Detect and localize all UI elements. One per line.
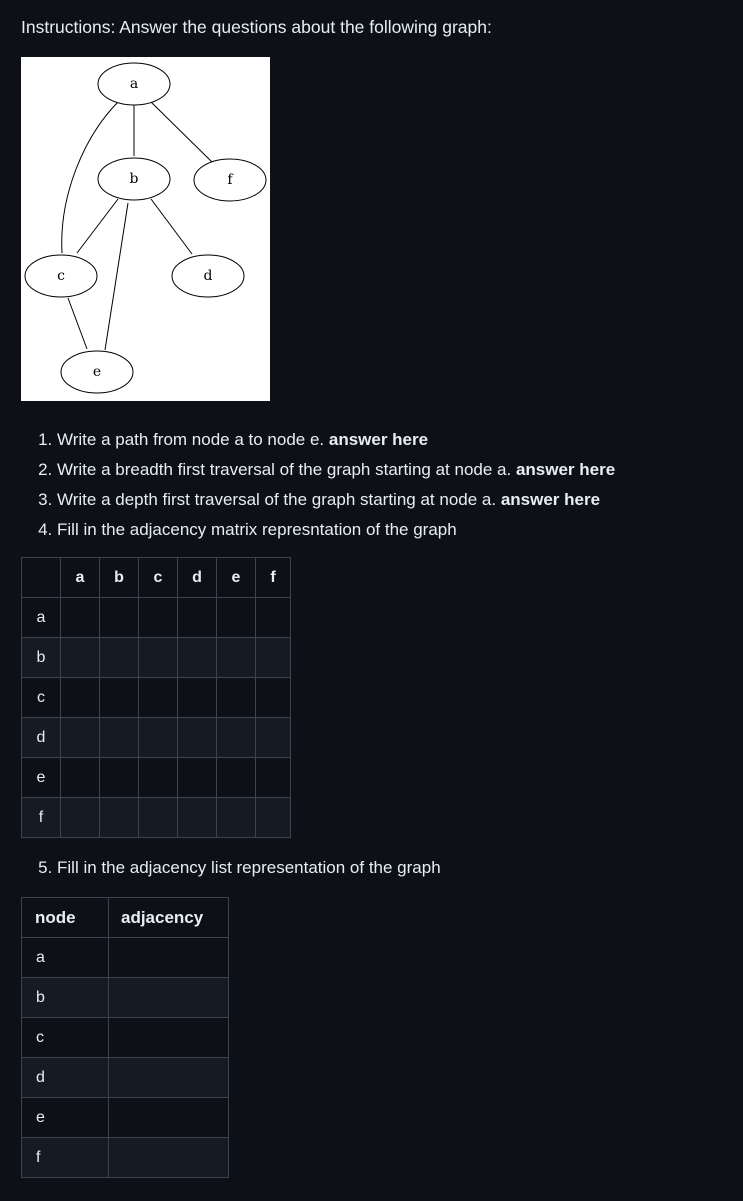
node-label-c: c: [57, 268, 65, 284]
matrix-cell[interactable]: [139, 718, 178, 758]
question-3: 3. Write a depth first traversal of the graph starting at node a. answer here: [57, 485, 743, 515]
answer-placeholder-3[interactable]: answer here: [500, 490, 601, 509]
question-5-list: [0, 853, 441, 883]
matrix-cell[interactable]: [100, 678, 139, 718]
node-label-b: b: [129, 171, 139, 187]
adjlist-node-cell: d: [22, 1058, 109, 1098]
matrix-cell[interactable]: [178, 638, 217, 678]
adjlist-adjacency-cell[interactable]: [109, 1138, 229, 1178]
matrix-cell[interactable]: [178, 758, 217, 798]
matrix-cell[interactable]: [61, 598, 100, 638]
matrix-row: [22, 638, 291, 678]
matrix-cell[interactable]: [256, 718, 291, 758]
node-label-d: d: [203, 268, 213, 284]
matrix-cell[interactable]: [139, 758, 178, 798]
matrix-cell[interactable]: [139, 678, 178, 718]
matrix-cell[interactable]: [139, 598, 178, 638]
adjlist-row: [22, 978, 229, 1018]
matrix-cell[interactable]: [61, 678, 100, 718]
adjlist-node-header: node: [22, 898, 109, 938]
matrix-row-header: a: [22, 598, 61, 638]
matrix-corner-cell: [22, 558, 61, 598]
answer-placeholder-2[interactable]: answer here: [515, 460, 616, 479]
questions-list: [0, 425, 743, 545]
matrix-cell[interactable]: [256, 638, 291, 678]
node-label-e: e: [92, 364, 102, 380]
instructions-text: Instructions: Answer the questions about the following graph:: [21, 17, 492, 37]
matrix-row: [22, 718, 291, 758]
matrix-cell[interactable]: [100, 718, 139, 758]
matrix-cell[interactable]: [256, 678, 291, 718]
adjlist-adjacency-cell[interactable]: [109, 1098, 229, 1138]
matrix-row-header: d: [22, 718, 61, 758]
adjlist-adjacency-header: adjacency: [109, 898, 229, 938]
matrix-col-header: a: [61, 558, 100, 598]
matrix-row: [22, 678, 291, 718]
matrix-cell[interactable]: [256, 758, 291, 798]
matrix-cell[interactable]: [139, 798, 178, 838]
adjlist-row: [22, 1098, 229, 1138]
matrix-cell[interactable]: [178, 598, 217, 638]
adjlist-row: [22, 1058, 229, 1098]
adjacency-list-table: [21, 897, 229, 1178]
graph-image: [21, 57, 270, 401]
matrix-row: [22, 758, 291, 798]
adjlist-node-cell: e: [22, 1098, 109, 1138]
matrix-cell[interactable]: [217, 798, 256, 838]
matrix-cell[interactable]: [217, 718, 256, 758]
matrix-col-header: d: [178, 558, 217, 598]
matrix-cell[interactable]: [178, 678, 217, 718]
matrix-cell[interactable]: [100, 638, 139, 678]
question-1: 1. Write a path from node a to node e. answer here: [57, 425, 743, 455]
matrix-col-header: c: [139, 558, 178, 598]
matrix-row-header: b: [22, 638, 61, 678]
question-2: 2. Write a breadth first traversal of the graph starting at node a. answer here: [57, 455, 743, 485]
adjlist-adjacency-cell[interactable]: [109, 978, 229, 1018]
adjlist-row: [22, 938, 229, 978]
matrix-row: [22, 598, 291, 638]
adjlist-adjacency-cell[interactable]: [109, 938, 229, 978]
question-4: 4. Fill in the adjacency matrix represntation of the graph: [57, 515, 743, 545]
question-5: 5. Fill in the adjacency list representation of the graph: [57, 853, 441, 883]
adjlist-adjacency-cell[interactable]: [109, 1058, 229, 1098]
matrix-cell[interactable]: [139, 638, 178, 678]
matrix-cell[interactable]: [217, 598, 256, 638]
edge-b-c: [77, 199, 118, 253]
adjlist-node-cell: f: [22, 1138, 109, 1178]
matrix-col-header: e: [217, 558, 256, 598]
matrix-cell[interactable]: [100, 598, 139, 638]
adjlist-row: [22, 1138, 229, 1178]
adjlist-node-cell: a: [22, 938, 109, 978]
matrix-col-header: b: [100, 558, 139, 598]
matrix-cell[interactable]: [178, 798, 217, 838]
adjlist-header-row: [22, 898, 229, 938]
matrix-row-header: f: [22, 798, 61, 838]
adjlist-adjacency-cell[interactable]: [109, 1018, 229, 1058]
adjlist-row: [22, 1018, 229, 1058]
edge-a-f: [151, 102, 213, 163]
matrix-cell[interactable]: [61, 718, 100, 758]
graph-diagram: [21, 57, 270, 401]
matrix-cell[interactable]: [256, 798, 291, 838]
matrix-cell[interactable]: [217, 758, 256, 798]
answer-placeholder-1[interactable]: answer here: [328, 430, 429, 449]
adjlist-node-cell: b: [22, 978, 109, 1018]
matrix-cell[interactable]: [61, 638, 100, 678]
node-label-a: a: [129, 76, 139, 92]
edge-b-d: [151, 199, 192, 254]
matrix-cell[interactable]: [100, 758, 139, 798]
matrix-row: [22, 798, 291, 838]
matrix-cell[interactable]: [61, 758, 100, 798]
edge-b-e: [105, 203, 128, 350]
adjlist-node-cell: c: [22, 1018, 109, 1058]
matrix-cell[interactable]: [178, 718, 217, 758]
matrix-cell[interactable]: [217, 678, 256, 718]
matrix-cell[interactable]: [61, 798, 100, 838]
matrix-cell[interactable]: [100, 798, 139, 838]
matrix-row-header: e: [22, 758, 61, 798]
matrix-col-header: f: [256, 558, 291, 598]
matrix-row-header: c: [22, 678, 61, 718]
edge-c-e: [68, 298, 87, 349]
adjacency-matrix-table: [21, 557, 291, 838]
node-label-f: f: [227, 172, 233, 188]
matrix-header-row: [22, 558, 291, 598]
matrix-cell[interactable]: [217, 638, 256, 678]
matrix-cell[interactable]: [256, 598, 291, 638]
